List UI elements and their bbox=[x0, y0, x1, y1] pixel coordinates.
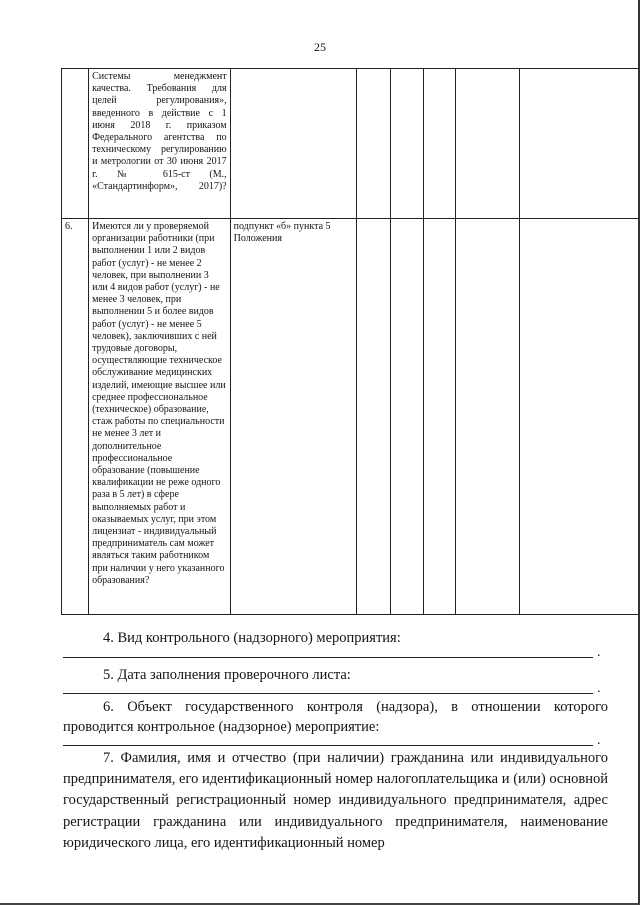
row-number-cell: 6. bbox=[62, 219, 89, 615]
section-6-text-line1: 6. Объект государственного контроля (надзора), в отношении которого bbox=[103, 699, 608, 715]
comment-cell bbox=[519, 69, 639, 219]
section-4-line-end: . bbox=[597, 645, 601, 660]
section-4-heading bbox=[63, 628, 608, 650]
notes-cell bbox=[456, 219, 520, 615]
section-6-fill-line bbox=[63, 745, 593, 746]
section-4-fill-line bbox=[63, 657, 593, 658]
comment-cell bbox=[519, 219, 639, 615]
question-cell: Системы менеджмент качества. Требования для целей регулирования», введенного в действие с 1 июня 2018 г. приказом Федерального агентства по техническому регулированию и метрологии от 30 июня 2017 г. № 615-ст (М., «Стандартинформ», 2017)? bbox=[89, 69, 231, 219]
reference-cell bbox=[230, 69, 356, 219]
answer-no-cell bbox=[390, 219, 423, 615]
section-5-heading bbox=[63, 665, 608, 687]
section-5-text: 5. Дата заполнения проверочного листа: bbox=[103, 667, 351, 683]
section-4-text: 4. Вид контрольного (надзорного) мероприятия: bbox=[103, 630, 401, 646]
section-7-paragraph bbox=[63, 748, 608, 854]
table-row bbox=[62, 219, 640, 615]
answer-yes-cell bbox=[356, 69, 390, 219]
reference-cell: подпункт «б» пункта 5 Положения bbox=[230, 219, 356, 615]
row-number-cell bbox=[62, 69, 89, 219]
question-cell: Имеются ли у проверяемой организации работники (при выполнении 1 или 2 видов работ (услуг) - не менее 2 человек, при выполнении 3 или 4 видов работ (услуг) - не менее 3 человек, при выполнении 5 и более видов работ (услуг) - не менее 5 человек), заключивших с ней трудовые договоры, осуществляющие техническое обслуживание медицинских изделий, имеющие высшее или среднее профессиональное (техническое) образование, стаж работы по специальности не менее 3 лет и дополнительное профессиональное образование (повышение квалификации не реже одного раза в 5 лет) в сфере выполняемых работ и оказываемых услуг, при этом лицензиат - индивидуальный предприниматель сам может являться таким работником при наличии у него указанного образования? bbox=[89, 219, 231, 615]
page-number: 25 bbox=[314, 40, 326, 54]
notes-cell bbox=[456, 69, 520, 219]
answer-yes-cell bbox=[356, 219, 390, 615]
section-5-line-end: . bbox=[597, 681, 601, 696]
table-row bbox=[62, 69, 640, 219]
section-7-text: 7. Фамилия, имя и отчество (при наличии) гражданина или индивидуального предпринимателя, его идентификационный номер налогоплательщика и (или) основной государственный регистрационный номер индивидуального предпринимателя, адрес регистрации гражданина или индивидуального предпринимателя, наименование юридического лица, его идентификационный номер bbox=[63, 750, 608, 851]
answer-no-cell bbox=[390, 69, 423, 219]
section-5-fill-line bbox=[63, 693, 593, 694]
answer-na-cell bbox=[423, 219, 455, 615]
section-6-heading-line1 bbox=[63, 697, 608, 719]
section-6-heading-line2: проводится контрольное (надзорное) мероприятие: bbox=[63, 719, 380, 735]
checklist-table bbox=[61, 68, 640, 615]
answer-na-cell bbox=[423, 69, 455, 219]
section-6-line-end: . bbox=[597, 733, 601, 748]
